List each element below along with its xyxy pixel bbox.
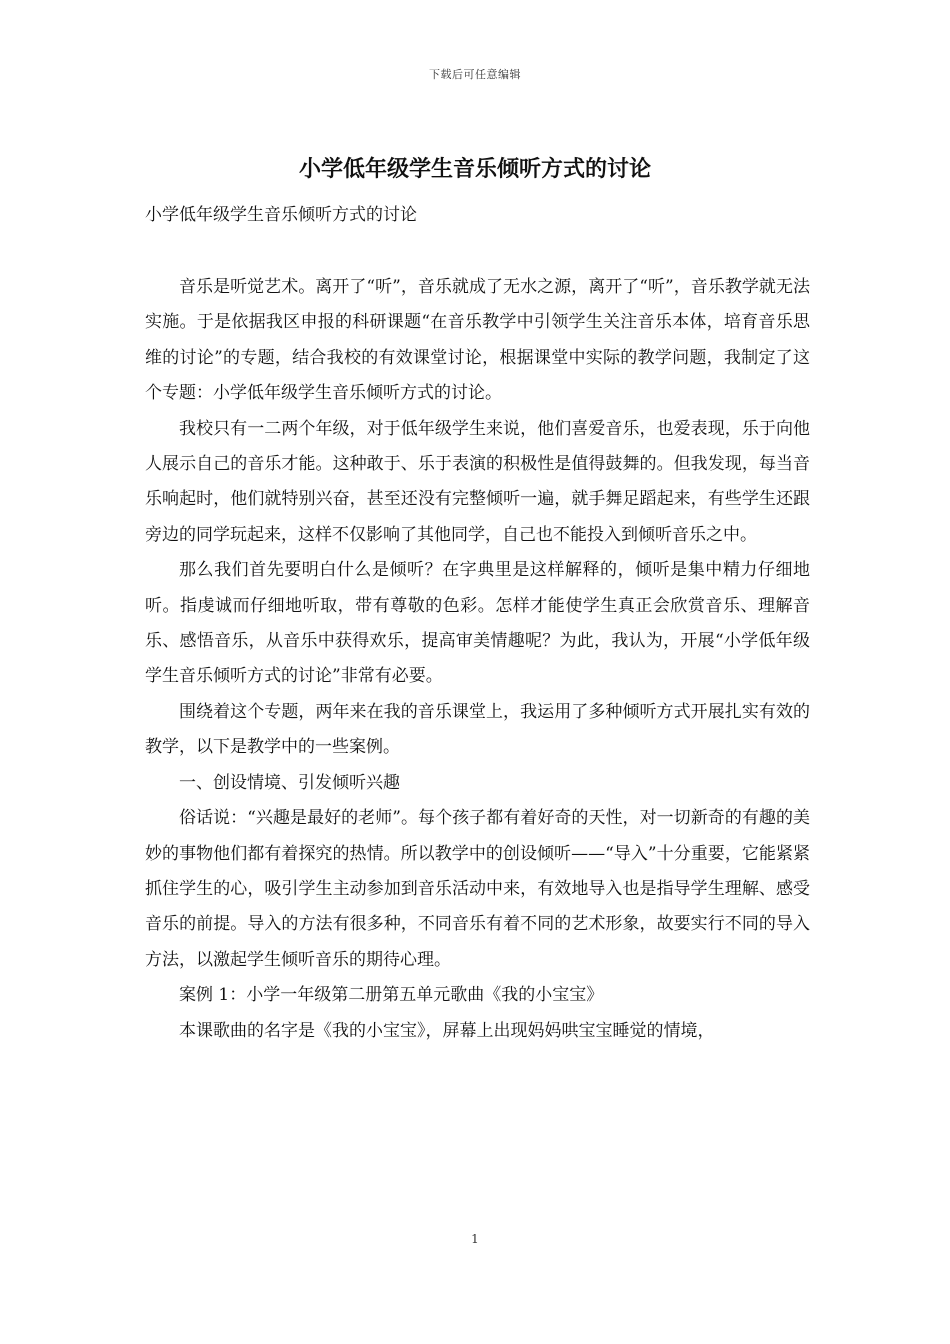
paragraph-case-1: 本课歌曲的名字是《我的小宝宝》，屏幕上出现妈妈哄宝宝睡觉的情境，: [179, 1020, 715, 1041]
document-subtitle: 小学低年级学生音乐倾听方式的讨论: [145, 205, 417, 225]
paragraph-practice: 围绕着这个专题，两年来在我的音乐课堂上，我运用了多种倾听方式开展扎实有效的教学，以下是教学中的一些案例。: [145, 701, 810, 758]
paragraph-observation: 我校只有一二两个年级，对于低年级学生来说，他们喜爱音乐，也爱表现，乐于向他人展示自己的音乐才能。这种敢于、乐于表演的积极性是值得鼓舞的。但我发现，每当音乐响起时，他们就特别兴奋，甚至还没有完整倾听一遍，就手舞足蹈起来，有些学生还跟旁边的同学玩起来，这样不仅影响了其他同学，自己也不能投入到倾听音乐之中。: [145, 418, 810, 545]
document-body: [145, 270, 810, 1049]
page-number: 1: [471, 1232, 479, 1246]
paragraph-interest: 俗话说：“兴趣是最好的老师”。每个孩子都有着好奇的天性，对一切新奇的有趣的美妙的事物他们都有着探究的热情。所以教学中的创设倾听——“导入”十分重要，它能紧紧抓住学生的心，吸引学生主动参加到音乐活动中来，有效地导入也是指导学生理解、感受音乐的前提。导入的方法有很多种，不同音乐有着不同的艺术形象，故要实行不同的导入方法，以激起学生倾听音乐的期待心理。: [145, 808, 810, 970]
case-heading-1: 案例 1：小学一年级第二册第五单元歌曲《我的小宝宝》: [179, 985, 604, 1006]
header-note: 下载后可任意编辑: [429, 68, 521, 81]
paragraph-intro: 音乐是听觉艺术。离开了“听”，音乐就成了无水之源，离开了“听”，音乐教学就无法实施。于是依据我区申报的科研课题“在音乐教学中引领学生关注音乐本体，培育音乐思维的讨论”的专题，结合我校的有效课堂讨论，根据课堂中实际的教学问题，我制定了这个专题：小学低年级学生音乐倾听方式的讨论。: [145, 277, 810, 404]
document-title: 小学低年级学生音乐倾听方式的讨论: [298, 156, 651, 182]
paragraph-definition: 那么我们首先要明白什么是倾听？在字典里是这样解释的，倾听是集中精力仔细地听。指虔诚而仔细地听取，带有尊敬的色彩。怎样才能使学生真正会欣赏音乐、理解音乐、感悟音乐，从音乐中获得欢乐，提高审美情趣呢？为此，我认为，开展“小学低年级学生音乐倾听方式的讨论”非常有必要。: [145, 560, 810, 687]
section-heading-1: 一、创设情境、引发倾听兴趣: [179, 772, 400, 793]
